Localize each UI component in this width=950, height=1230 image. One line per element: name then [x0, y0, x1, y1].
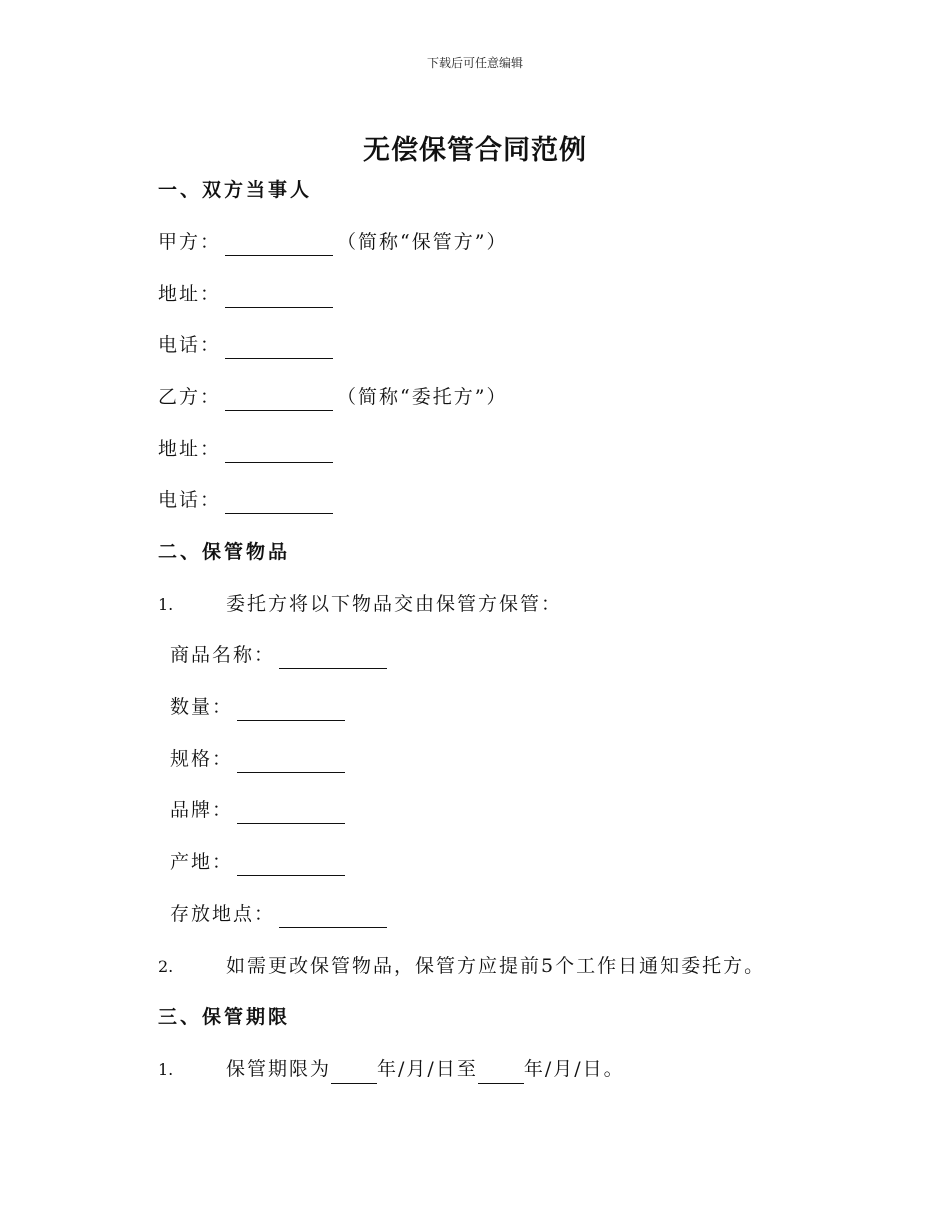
quantity-line	[170, 693, 349, 721]
goods-name-blank[interactable]	[279, 648, 387, 669]
page-header: 下载后可任意编辑	[426, 56, 523, 70]
storage-blank[interactable]	[279, 907, 387, 928]
origin-line	[170, 848, 349, 876]
storage-line	[170, 900, 391, 928]
party-a-address-line	[158, 280, 337, 308]
clause-text: 委托方将以下物品交由保管方保管：	[226, 593, 563, 615]
clause-number: 1.	[158, 1060, 174, 1079]
goods-name-line	[170, 641, 391, 669]
party-b-address-line	[158, 435, 337, 463]
quantity-blank[interactable]	[237, 700, 345, 721]
section-heading-parties: 一、双方当事人	[158, 179, 313, 201]
party-b-blank[interactable]	[225, 390, 333, 411]
party-a-phone-blank[interactable]	[225, 338, 333, 359]
term-clause-1	[158, 1055, 625, 1084]
party-a-note: （简称“保管方”）	[337, 231, 508, 253]
party-b-line	[158, 383, 507, 411]
term-end-year-blank[interactable]	[478, 1063, 524, 1084]
spec-line	[170, 745, 349, 773]
goods-name-label: 商品名称：	[170, 644, 276, 666]
party-b-phone-line	[158, 486, 337, 514]
section-heading-items: 二、保管物品	[158, 541, 291, 563]
spec-label: 规格：	[170, 748, 234, 770]
section-heading-term: 三、保管期限	[158, 1006, 291, 1028]
term-mid: 年/月/日至	[377, 1058, 478, 1080]
brand-line	[170, 796, 349, 824]
origin-label: 产地：	[170, 851, 234, 873]
quantity-label: 数量：	[170, 696, 234, 718]
spec-blank[interactable]	[237, 752, 345, 773]
term-suffix: 年/月/日。	[523, 1058, 625, 1080]
document-title: 无偿保管合同范例	[363, 135, 587, 166]
party-a-phone-line	[158, 331, 337, 359]
party-b-note: （简称“委托方”）	[337, 386, 508, 408]
party-a-address-label: 地址：	[158, 283, 222, 305]
party-b-address-blank[interactable]	[225, 442, 333, 463]
party-b-label: 乙方：	[158, 386, 222, 408]
clause-number: 2.	[158, 957, 174, 976]
term-start-year-blank[interactable]	[331, 1063, 377, 1084]
item-clause-2	[158, 952, 765, 981]
party-b-address-label: 地址：	[158, 438, 222, 460]
clause-text: 如需更改保管物品，保管方应提前5个工作日通知委托方。	[226, 955, 766, 977]
party-b-phone-label: 电话：	[158, 489, 222, 511]
brand-blank[interactable]	[237, 803, 345, 824]
clause-number: 1.	[158, 595, 174, 614]
brand-label: 品牌：	[170, 799, 234, 821]
party-a-phone-label: 电话：	[158, 334, 222, 356]
party-a-blank[interactable]	[225, 235, 333, 256]
party-a-label: 甲方：	[158, 231, 222, 253]
party-a-address-blank[interactable]	[225, 287, 333, 308]
item-clause-1	[158, 590, 562, 619]
party-a-line	[158, 228, 507, 256]
term-prefix: 保管期限为	[226, 1058, 332, 1080]
storage-label: 存放地点：	[170, 903, 276, 925]
party-b-phone-blank[interactable]	[225, 493, 333, 514]
origin-blank[interactable]	[237, 855, 345, 876]
